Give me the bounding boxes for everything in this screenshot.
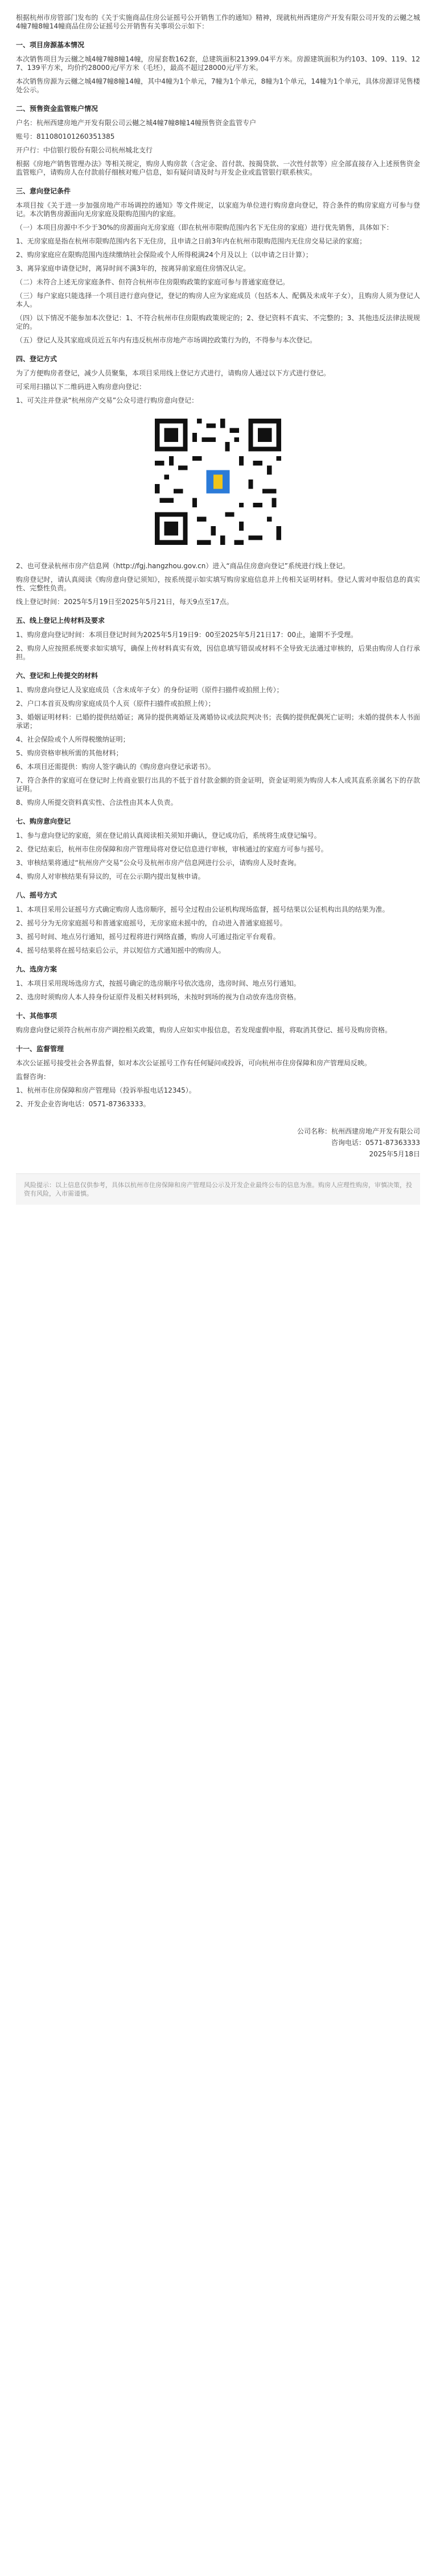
section-paragraph: 2、购房人应按照系统要求如实填写，确保上传材料真实有效，因信息填写错误或材料不全导致无法通过审核的，后果由购房人自行承担。: [16, 644, 420, 661]
section-paragraph: 3、摇号时间、地点另行通知，摇号过程将进行网络直播，购房人可通过指定平台观看。: [16, 933, 280, 941]
section-paragraph: 为了方便购房者登记，减少人员聚集，本项目采用线上登记方式进行，请购房人通过以下方式进行登记。: [16, 369, 331, 377]
section-paragraph: 1、本项目采用公证摇号方式确定购房人选房顺序，摇号全过程由公证机构现场监督，摇号结果以公证机构出具的结果为准。: [16, 905, 389, 913]
phone-number[interactable]: 0571-87363333: [365, 1139, 420, 1147]
section-paragraph: 6、本项目还需提供：购房人签字确认的《购房意向登记承诺书》。: [16, 763, 215, 771]
section-paragraph: 1、杭州市住房保障和房产管理局（投诉举报电话12345）。: [16, 1086, 196, 1094]
section-paragraph: 2、摇号分为无房家庭摇号和普通家庭摇号，无房家庭未摇中的，自动进入普通家庭摇号。: [16, 919, 287, 927]
section-title: 十、其他事项: [16, 1012, 57, 1020]
section-title: 九、选房方案: [16, 965, 57, 973]
sections-part-1: [16, 41, 420, 391]
section-paragraph: 2、户口本首页及购房家庭成员个人页（原件扫描件或拍照上传）；: [16, 700, 215, 708]
section-title: 六、登记和上传提交的材料: [16, 672, 98, 680]
company-name: 杭州西建房地产开发有限公司: [331, 1127, 420, 1135]
phone-label: 咨询电话：: [331, 1139, 366, 1147]
section-paragraph: 本次销售项目为云樾之城4幢7幢8幢14幢，房屋套数162套，总建筑面积21399.04平方米。房源建筑面积为约103、109、119、127、139平方米，均价约28000元/平方米（毛坯），最高不超过28000元/平方米。: [16, 55, 420, 72]
section-paragraph: 4、社会保险或个人所得税缴纳证明；: [16, 735, 130, 743]
announcement-page: [0, 0, 436, 1205]
section-title: 七、购房意向登记: [16, 817, 71, 825]
section-paragraph: 3、审核结果将通过“杭州房产交易”公众号及杭州市房产信息网进行公示，请购房人及时查询。: [16, 859, 301, 867]
date-line: 2025年5月18日: [369, 1150, 420, 1158]
section-paragraph: 5、购房资格审核所需的其他材料；: [16, 749, 123, 757]
section-paragraph: 1、本项目采用现场选房方式，按摇号确定的选房顺序号依次选房，选房时间、地点另行通知。: [16, 979, 301, 987]
after-qr-paragraph: 2、也可登录杭州市房产信息网（http://fgj.hangzhou.gov.cn）进入“商品住房意向登记”系统进行线上登记。: [16, 562, 349, 570]
section-paragraph: 3、婚姻证明材料：已婚的提供结婚证；离异的提供离婚证及离婚协议或法院判决书；丧偶的提供配偶死亡证明；未婚的提供本人书面承诺；: [16, 713, 420, 730]
section-paragraph: 1、购房意向登记时间：本项目登记时间为2025年5月19日9：00至2025年5月21日17：00止，逾期不予受理。: [16, 631, 357, 639]
section-paragraph: 8、购房人所提交资料真实性、合法性由其本人负责。: [16, 799, 178, 807]
section-title: 十一、监督管理: [16, 1045, 64, 1053]
section-paragraph: 7、符合条件的家庭可在登记时上传商业银行出具的不低于首付款金额的资金证明，资金证明须为购房人本人或其直系亲属名下的存款证明。: [16, 776, 420, 793]
section-title: 二、预售资金监管账户情况: [16, 105, 98, 113]
section-paragraph: 开户行：中信银行股份有限公司杭州城北支行: [16, 146, 153, 154]
company-line: [16, 1126, 420, 1137]
section-paragraph: 2、开发企业咨询电话：0571-87363333。: [16, 1100, 150, 1108]
section-paragraph: 1、无房家庭是指在杭州市限购范围内名下无住房，且申请之日前3年内在杭州市限购范围内无住房交易记录的家庭；: [16, 237, 367, 245]
section-paragraph: 4、摇号结果将在摇号结束后公示，并以短信方式通知摇中的购房人。: [16, 946, 225, 954]
after-qr-paragraph: 线上登记时间：2025年5月19日至2025年5月21日，每天9点至17点。: [16, 598, 233, 606]
section-title: 一、项目房源基本情况: [16, 41, 85, 49]
section-paragraph: 1、参与意向登记的家庭，须在登记前认真阅读相关须知并确认，登记成功后，系统将生成登记编号。: [16, 832, 321, 840]
section-paragraph: （五）登记人及其家庭成员近五年内有违反杭州市房地产市场调控政策行为的，不得参与本次登记。: [16, 336, 317, 344]
phone-line: [16, 1137, 420, 1148]
section-paragraph: 购房意向登记须符合杭州市房产调控相关政策，购房人应如实申报信息，若发现虚假申报，将取消其登记、摇号及购房资格。: [16, 1026, 392, 1034]
section-paragraph: （四）以下情况不能参加本次登记：1、不符合杭州市住房限购政策规定的；2、登记资料不真实、不完整的；3、其他违反法律法规规定的。: [16, 314, 420, 330]
signature-block: [16, 1126, 420, 1160]
section-paragraph: 本项目按《关于进一步加强房地产市场调控的通知》等文件规定，以家庭为单位进行购房意向登记，符合条件的购房家庭方可参与登记。本次销售房源面向无房家庭及限购范围内的家庭。: [16, 201, 420, 218]
section-paragraph: 本次公证摇号接受社会各界监督，如对本次公证摇号工作有任何疑问或投诉，可向杭州市住房保障和房产管理局反映。: [16, 1059, 372, 1067]
section-paragraph: 2、选房时须购房人本人持身份证原件及相关材料到场，未按时到场的视为自动放弃选房资格。: [16, 993, 301, 1001]
section-paragraph: 本次销售房源为云樾之城4幢7幢8幢14幢，其中4幢为1个单元，7幢为1个单元，8幢为1个单元，14幢为1个单元，具体房源详见售楼处公示。: [16, 77, 420, 94]
company-label: 公司名称：: [297, 1127, 331, 1135]
after-qr-paragraph: 购房登记时，请认真阅读《购房意向登记须知》，按系统提示如实填写购房家庭信息并上传相关证明材料。登记人需对申报信息的真实性、完整性负责。: [16, 576, 420, 592]
section-paragraph: （二）未符合上述无房家庭条件、但符合杭州市住房限购政策的家庭可参与普通家庭登记。: [16, 278, 290, 286]
section-title: 五、线上登记上传材料及要求: [16, 617, 105, 625]
section-paragraph: 根据《房地产销售管理办法》等相关规定，购房人购房款（含定金、首付款、按揭贷款、一次性付款等）应全部直接存入上述预售资金监管账户，请购房人在付款前仔细核对账户信息，如有疑问请及时与开发企业或监管银行联系核实。: [16, 160, 420, 176]
sections-part-2: [16, 617, 420, 1109]
section-paragraph: 2、登记结束后，杭州市住房保障和房产管理局将对登记信息进行审核，审核通过的家庭方可参与摇号。: [16, 845, 328, 853]
qr-caption: 1、可关注并登录“杭州房产交易”公众号进行购房意向登记：: [16, 396, 199, 404]
section-paragraph: （三）每户家庭只能选择一个项目进行意向登记，登记的购房人应为家庭成员（包括本人、配偶及未成年子女），且购房人须为登记人本人。: [16, 292, 420, 308]
risk-footer: 风险提示：以上信息仅供参考，具体以杭州市住房保障和房产管理局公示及开发企业最终公布的信息为准。购房人应理性购房，审慎决策，投资有风险，入市需谨慎。: [16, 1173, 420, 1205]
section-title: 三、意向登记条件: [16, 187, 71, 195]
qr-code-block: [16, 414, 420, 552]
section-paragraph: 1、购房意向登记人及家庭成员（含未成年子女）的身份证明（原件扫描件或拍照上传）；: [16, 686, 283, 694]
section-paragraph: 3、离异家庭申请登记时，离异时间不满3年的，按离异前家庭住房情况认定。: [16, 264, 250, 272]
section-paragraph: 可采用扫描以下二维码进入购房意向登记：: [16, 383, 146, 391]
section-paragraph: 监督咨询：: [16, 1073, 51, 1081]
section-paragraph: 账号：811080101260351385: [16, 133, 115, 140]
section-paragraph: （一）本项目房源中不少于30%的房源面向无房家庭（即在杭州市限购范围内名下无住房的家庭）进行优先销售，具体如下：: [16, 224, 393, 231]
after-qr-block: [16, 562, 420, 606]
section-title: 四、登记方式: [16, 355, 57, 363]
qr-code-icon[interactable]: [150, 414, 286, 549]
intro-paragraph: 根据杭州市房管部门发布的《关于实施商品住房公证摇号公开销售工作的通知》精神，现就杭州西建房产开发有限公司开发的云樾之城4幢7幢8幢14幢商品住房公证摇号公开销售有关事项公示如下：: [16, 14, 420, 30]
section-paragraph: 2、购房家庭应在限购范围内连续缴纳社会保险或个人所得税满24个月及以上（以申请之日计算）；: [16, 251, 312, 259]
section-paragraph: 4、购房人对审核结果有异议的，可在公示期内提出复核申请。: [16, 873, 205, 880]
section-paragraph: 户名：杭州西建房地产开发有限公司云樾之城4幢7幢8幢14幢预售资金监管专户: [16, 119, 257, 127]
section-title: 八、摇号方式: [16, 891, 57, 899]
